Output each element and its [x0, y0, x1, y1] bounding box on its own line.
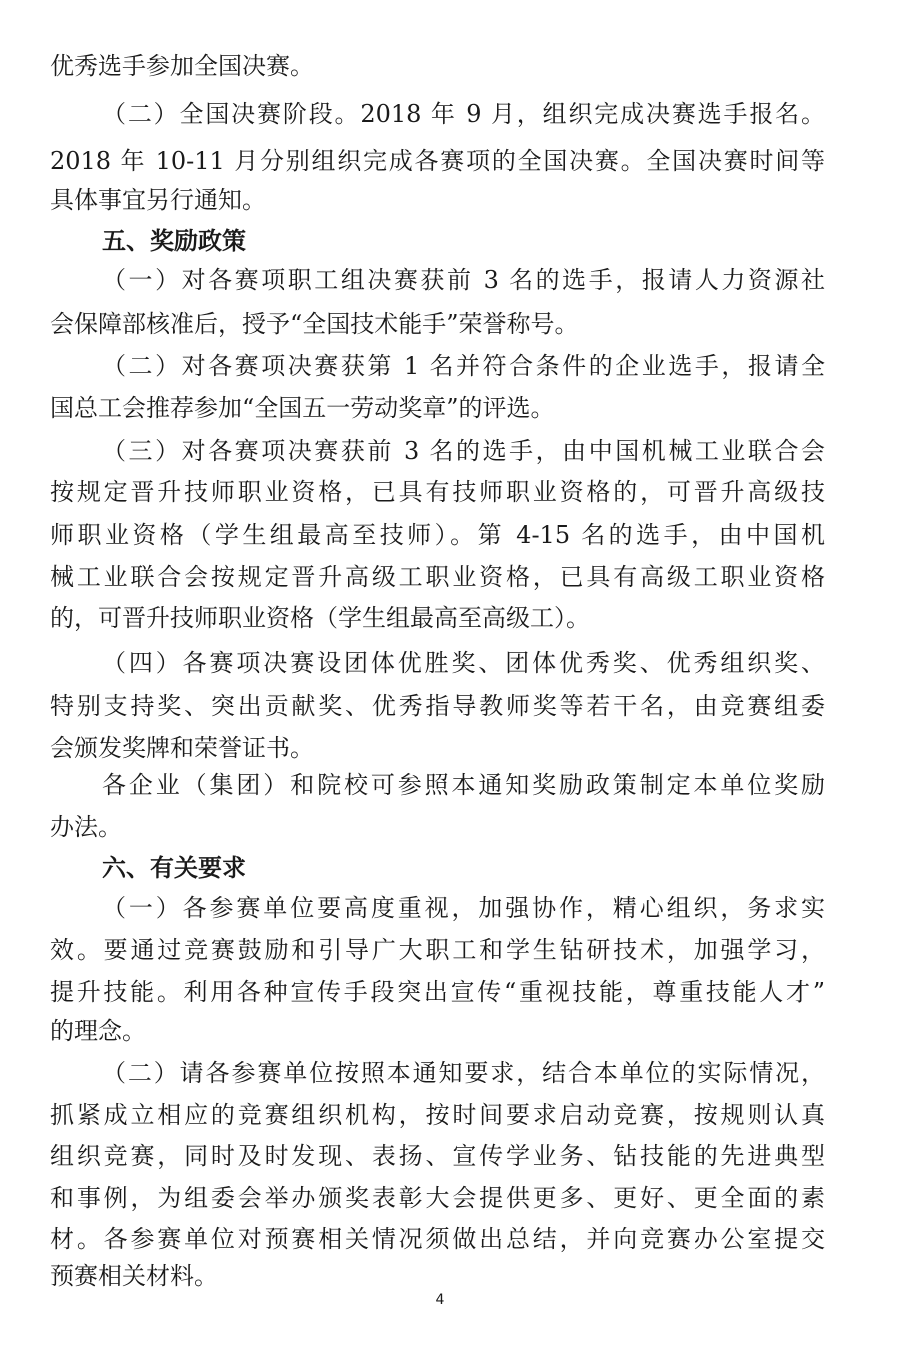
section-heading: 六、有关要求: [102, 854, 246, 882]
page-number: 4: [435, 1292, 445, 1308]
text-line: 各企业（集团）和院校可参照本通知奖励政策制定本单位奖励: [102, 771, 825, 799]
text-line: 办法。: [50, 813, 122, 841]
text-line: 师职业资格（学生组最高至技师）。第 4-15 名的选手，由中国机: [50, 521, 825, 549]
text-line: （一）对各赛项职工组决赛获前 3 名的选手，报请人力资源社: [102, 266, 825, 294]
text-line: （一）各参赛单位要高度重视，加强协作，精心组织，务求实: [102, 894, 825, 922]
text-line: （四）各赛项决赛设团体优胜奖、团体优秀奖、优秀组织奖、: [102, 649, 825, 677]
text-line: 组织竞赛，同时及时发现、表扬、宣传学业务、钻技能的先进典型: [50, 1142, 825, 1170]
text-line: （二）全国决赛阶段。2018 年 9 月，组织完成决赛选手报名。: [102, 100, 825, 128]
text-line: 抓紧成立相应的竞赛组织机构，按时间要求启动竞赛，按规则认真: [50, 1101, 825, 1129]
text-line: （三）对各赛项决赛获前 3 名的选手，由中国机械工业联合会: [102, 437, 825, 465]
text-line: 按规定晋升技师职业资格，已具有技师职业资格的，可晋升高级技: [50, 478, 825, 506]
text-line: 2018 年 10-11 月分别组织完成各赛项的全国决赛。全国决赛时间等: [50, 147, 825, 175]
text-line: 提升技能。利用各种宣传手段突出宣传“重视技能，尊重技能人才”: [50, 978, 825, 1006]
text-line: （二）请各参赛单位按照本通知要求，结合本单位的实际情况，: [102, 1059, 825, 1087]
text-line: 材。各参赛单位对预赛相关情况须做出总结，并向竞赛办公室提交: [50, 1225, 825, 1253]
text-line: 特别支持奖、突出贡献奖、优秀指导教师奖等若干名，由竞赛组委: [50, 692, 825, 720]
text-line: 具体事宜另行通知。: [50, 186, 266, 214]
text-line: 国总工会推荐参加“全国五一劳动奖章”的评选。: [50, 394, 555, 422]
text-line: 会颁发奖牌和荣誉证书。: [50, 734, 314, 762]
text-line: 效。要通过竞赛鼓励和引导广大职工和学生钻研技术，加强学习，: [50, 936, 825, 964]
text-line: 优秀选手参加全国决赛。: [50, 52, 314, 80]
section-heading: 五、奖励政策: [102, 227, 246, 255]
text-line: 的，可晋升技师职业资格（学生组最高至高级工）。: [50, 604, 590, 632]
text-line: 械工业联合会按规定晋升高级工职业资格，已具有高级工职业资格: [50, 563, 825, 591]
text-line: 会保障部核准后，授予“全国技术能手”荣誉称号。: [50, 310, 579, 338]
text-line: 的理念。: [50, 1017, 146, 1045]
text-line: 和事例，为组委会举办颁奖表彰大会提供更多、更好、更全面的素: [50, 1184, 825, 1212]
text-line: 预赛相关材料。: [50, 1262, 218, 1290]
text-line: （二）对各赛项决赛获第 1 名并符合条件的企业选手，报请全: [102, 352, 825, 380]
